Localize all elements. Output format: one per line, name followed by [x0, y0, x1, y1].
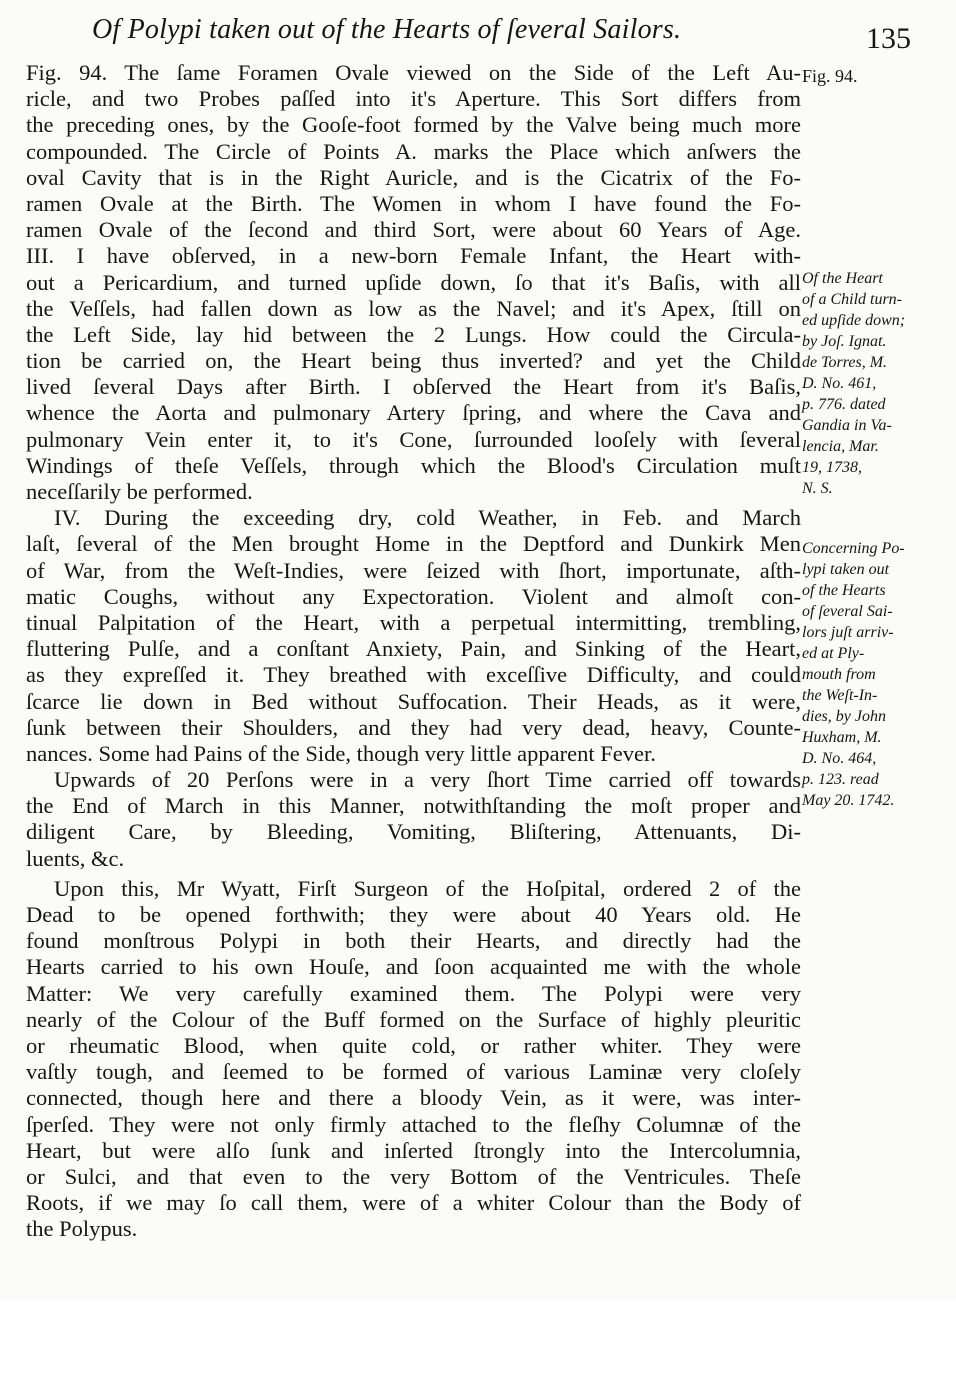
text-line: fluttering Pulſe, and a conſtant Anxiety, Pain, and Sinking of the Heart,	[26, 636, 801, 662]
margin-note-line: p. 123. read	[802, 771, 879, 788]
text-line: the Left Side, lay hid between the 2 Lungs. How could the Circula-	[26, 321, 801, 347]
text-line: ramen Ovale of the ſecond and third Sort, were about 60 Years of Age.	[26, 217, 801, 243]
text-line: compounded. The Circle of Points A. marks the Place which anſwers the	[26, 138, 801, 164]
text-line: the Veſſels, had fallen down as low as the Navel; and it's Apex, ſtill on	[26, 295, 801, 321]
text-line: the preceding ones, by the Gooſe-foot formed by the Valve being much more	[26, 112, 801, 138]
text-line: vaſtly tough, and ſeemed to be formed of various Laminæ very cloſely	[26, 1059, 801, 1085]
margin-note-fig-94	[802, 66, 942, 87]
text-line: Dead to be opened forthwith; they were about 40 Years old. He	[26, 902, 801, 927]
text-line: Fig. 94. The ſame Foramen Ovale viewed on the Side of the Left Au-	[26, 60, 801, 85]
text-line: ramen Ovale at the Birth. The Women in whom I have found the Fo-	[26, 190, 801, 216]
margin-note-line: of a Child turn-	[802, 291, 903, 308]
margin-note-polypi-sailors	[802, 538, 942, 811]
text-line: the End of March in this Manner, notwithſtanding the moſt proper and	[26, 793, 801, 819]
text-line: whence the Aorta and pulmonary Artery ſpring, and where the Cava and	[26, 400, 801, 426]
margin-note-line: Concerning Po-	[802, 540, 905, 557]
margin-note-line: ed upſide down;	[802, 312, 906, 329]
margin-note-line: p. 776. dated	[802, 396, 886, 413]
text-line: tion be carried on, the Heart being thus inverted? and yet the Child	[26, 348, 801, 374]
margin-note-line: D. No. 461,	[802, 375, 877, 392]
text-line: ſunk between their Shoulders, and they had very dead, heavy, Counte-	[26, 714, 801, 740]
margin-note-line: Huxham, M.	[802, 729, 882, 746]
text-line: Hearts carried to his own Houſe, and ſoon acquainted me with the whole	[26, 954, 801, 980]
margin-note-line: 19, 1738,	[802, 459, 862, 476]
text-line: ſcarce lie down in Bed without Suffocation. Their Heads, as it were,	[26, 688, 801, 714]
margin-note-line: Of the Heart	[802, 270, 883, 287]
margin-note-line: the Weſt-In-	[802, 687, 878, 704]
text-line: of War, from the Weſt-Indies, were ſeized with ſhort, importunate, aſth-	[26, 557, 801, 583]
text-line: neceſſarily be performed.	[26, 479, 253, 504]
margin-note-line: dies, by John	[802, 708, 886, 725]
text-line: the Polypus.	[26, 1216, 138, 1242]
text-line: Roots, if we may ſo call them, were of a whiter Colour than the Body of	[26, 1190, 801, 1216]
text-line: Windings of theſe Veſſels, through which the Blood's Circulation muſt	[26, 452, 801, 478]
text-line: nearly of the Colour of the Buff formed on the Surface of highly pleuritic	[26, 1006, 801, 1032]
text-line: as they expreſſed it. They breathed with exceſſive Difficulty, and could	[26, 662, 801, 688]
text-line: luents, &c.	[26, 845, 125, 871]
text-line: out a Pericardium, and turned upſide down, ſo that it's Baſis, with all	[26, 269, 801, 295]
text-line: found monſtrous Polypi in both their Hearts, and directly had the	[26, 928, 801, 954]
text-line: pulmonary Vein enter it, to it's Cone, ſurrounded looſely with ſeveral	[26, 426, 801, 452]
text-line: Upon this, Mr Wyatt, Firſt Surgeon of the Hoſpital, ordered 2 of the	[54, 875, 801, 901]
main-text-column	[26, 60, 801, 1242]
image-bottom-margin	[0, 1300, 956, 1390]
margin-note-line: ed at Ply-	[802, 645, 865, 662]
margin-note-line: mouth from	[802, 666, 876, 683]
text-line: tinual Palpitation of the Heart, with a perpetual intermitting, trembling,	[26, 609, 801, 635]
text-line: oval Cavity that is in the Right Auricle, and is the Cicatrix of the Fo-	[26, 164, 801, 190]
text-line: lived ſeveral Days after Birth. I obſerved the Heart from it's Baſis,	[26, 374, 801, 400]
margin-note-line: by Joſ. Ignat.	[802, 333, 887, 350]
margin-note-line: Fig. 94.	[802, 66, 858, 86]
text-line: Upwards of 20 Perſons were in a very ſhort Time carried off towards	[54, 767, 801, 793]
text-line: diligent Care, by Bleeding, Vomiting, Bliſtering, Attenuants, Di-	[26, 819, 801, 845]
margin-note-line: de Torres, M.	[802, 354, 888, 371]
margin-note-line: of ſeveral Sai-	[802, 603, 893, 620]
text-line: Matter: We very carefully examined them. The Polypi were very	[26, 980, 801, 1006]
margin-note-line: lypi taken out	[802, 561, 890, 578]
margin-note-heart-of-child	[802, 268, 942, 499]
text-line: or rheumatic Blood, when quite cold, or rather whiter. They were	[26, 1032, 801, 1058]
text-line: laſt, ſeveral of the Men brought Home in the Deptford and Dunkirk Men	[26, 531, 801, 557]
text-line: ricle, and two Probes paſſed into it's Aperture. This Sort differs from	[26, 86, 801, 112]
margin-note-line: D. No. 464,	[802, 750, 877, 767]
margin-note-line: of the Hearts	[802, 582, 886, 599]
margin-note-line: lencia, Mar.	[802, 438, 879, 455]
margin-note-line: lors juſt arriv-	[802, 624, 894, 641]
text-line: III. I have obſerved, in a new-born Female Infant, the Heart with-	[26, 243, 801, 269]
text-line: connected, though here and there a bloody Vein, as it were, was inter-	[26, 1085, 801, 1111]
margin-note-line: Gandia in Va-	[802, 417, 892, 434]
text-line: nances. Some had Pains of the Side, though very little apparent Fever.	[26, 740, 656, 766]
page-number: 135	[866, 22, 911, 55]
margin-note-line: May 20. 1742.	[802, 792, 895, 809]
text-line: ſperſed. They were not only firmly attached to the fleſhy Columnæ of the	[26, 1111, 801, 1137]
text-line: or Sulci, and that even to the very Bottom of the Ventricules. Theſe	[26, 1163, 801, 1189]
running-title: Of Polypi taken out of the Hearts of ſeveral Sailors.	[92, 14, 682, 45]
text-line: Heart, but were alſo ſunk and inſerted ſtrongly into the Intercolumnia,	[26, 1137, 801, 1163]
text-line: IV. During the exceeding dry, cold Weather, in Feb. and March	[54, 505, 801, 531]
text-line: matic Coughs, without any Expectoration. Violent and almoſt con-	[26, 583, 801, 609]
margin-note-line: N. S.	[802, 480, 833, 497]
